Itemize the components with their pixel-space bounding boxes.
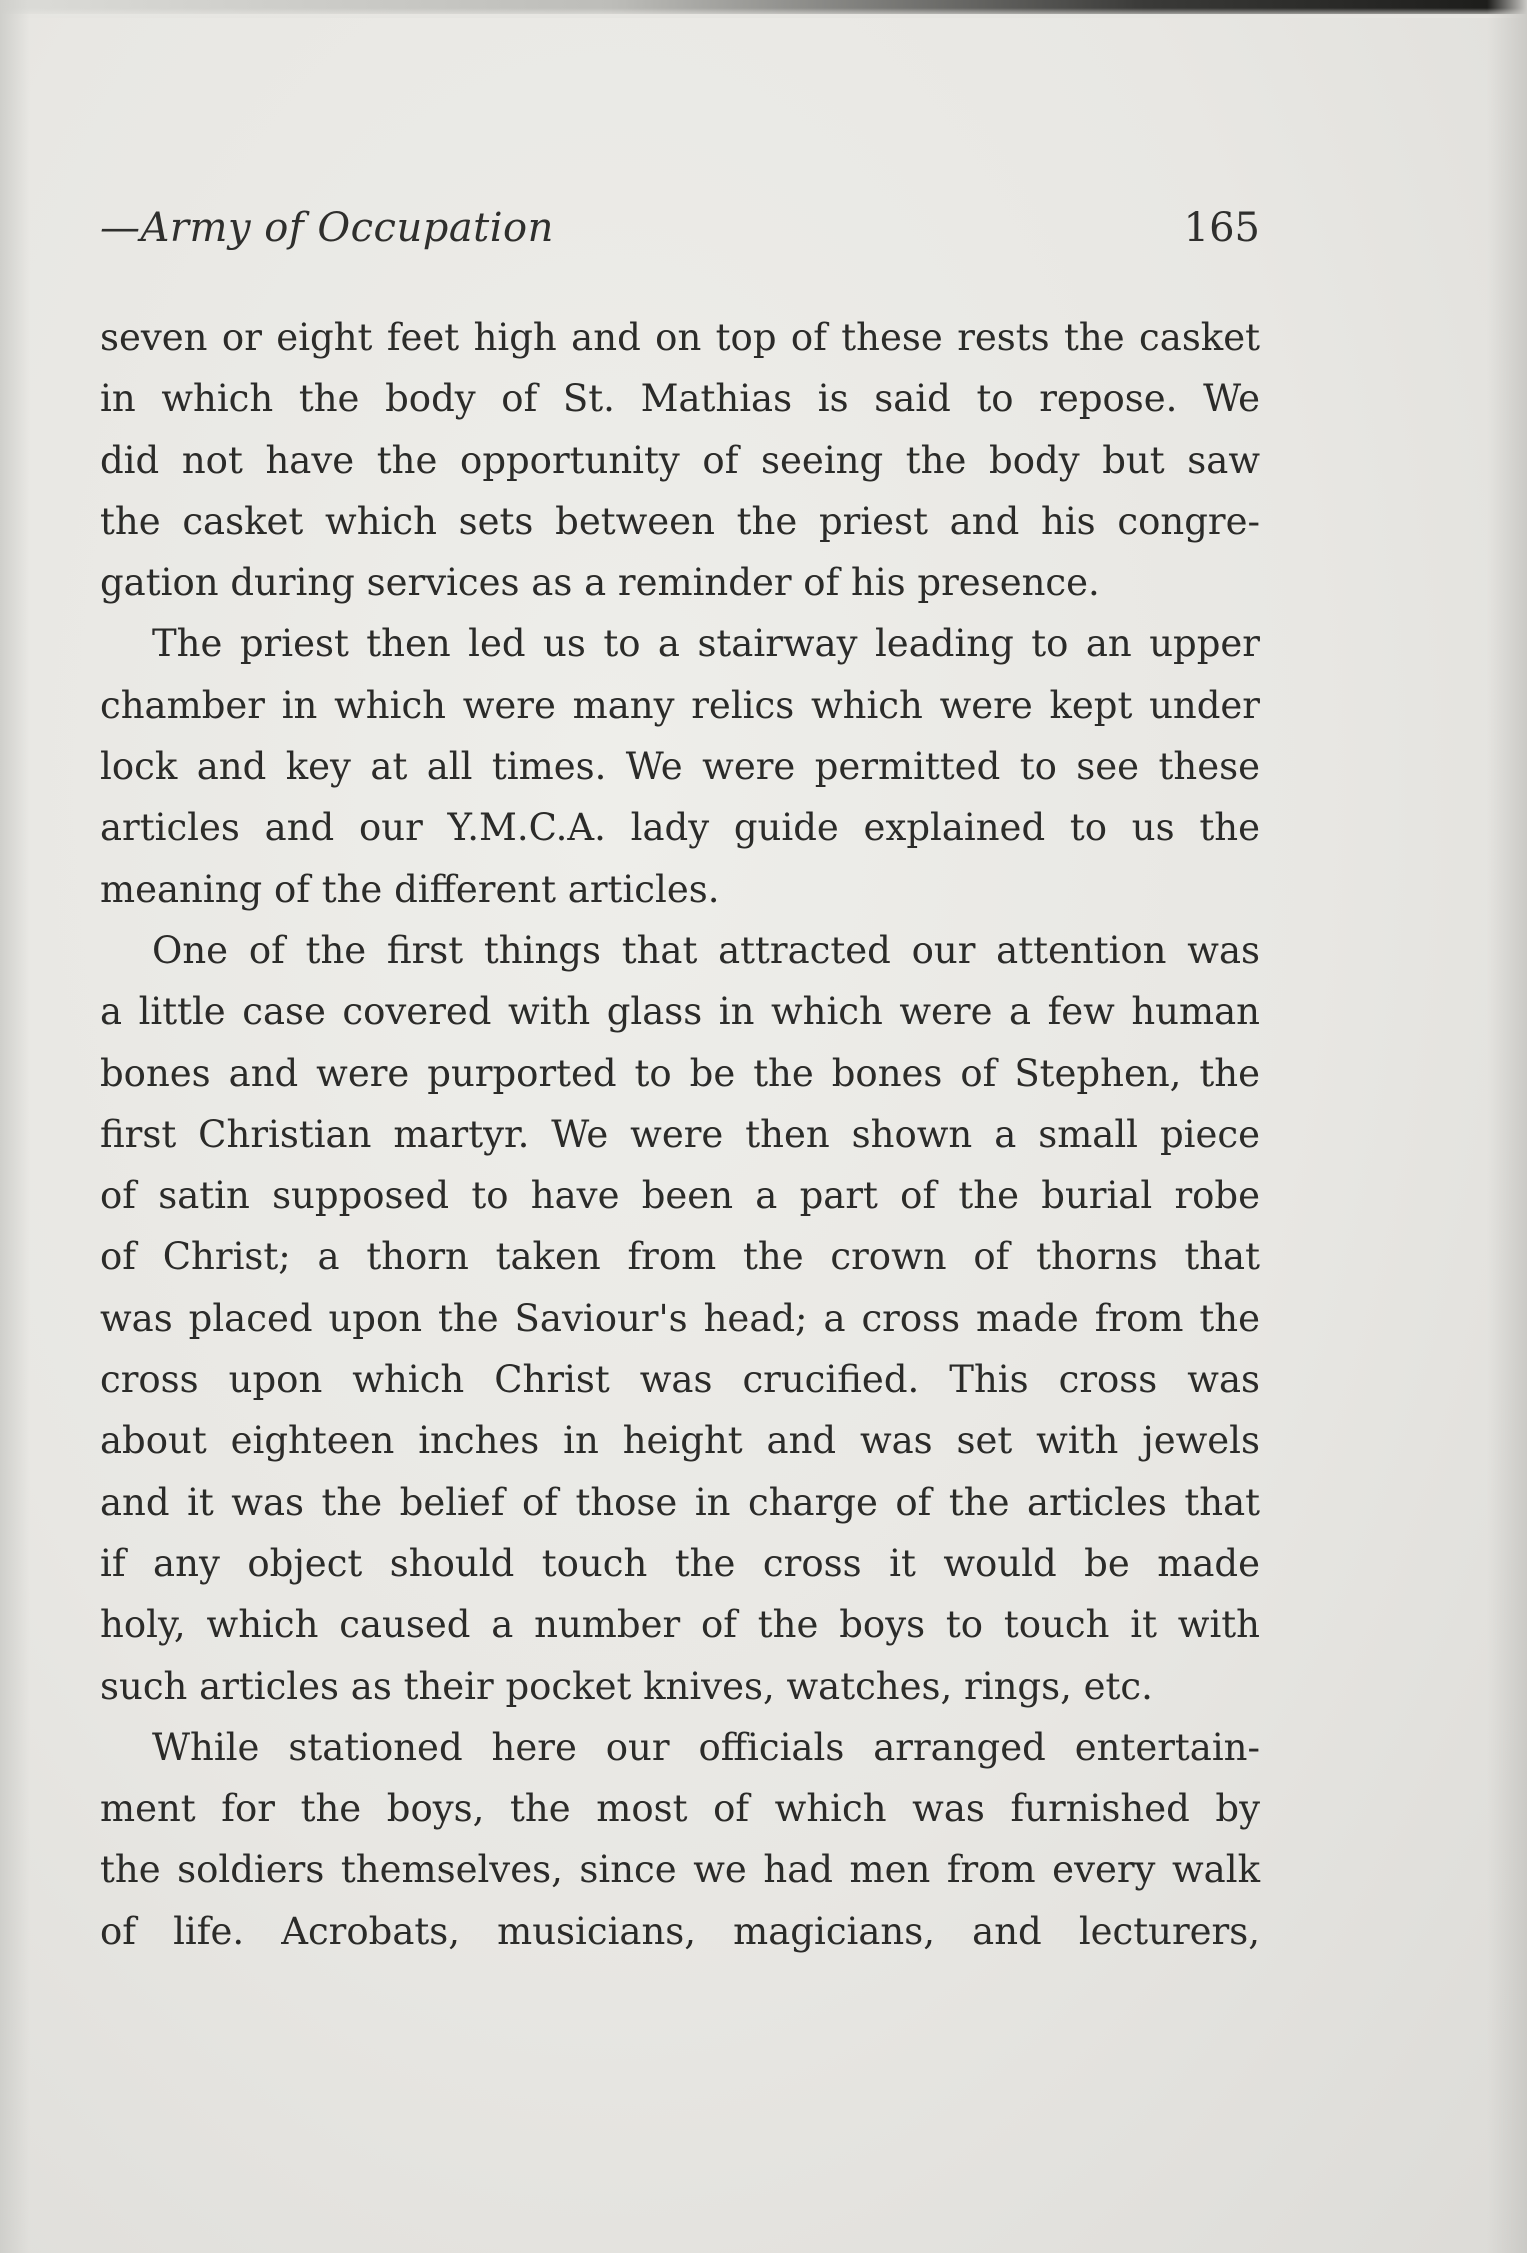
text-line: such articles as their pocket knives, watches, rings, etc. bbox=[100, 1664, 1153, 1708]
text-line: meaning of the different articles. bbox=[100, 867, 720, 911]
text-line: of Christ; a thorn taken from the crown of thorns that bbox=[100, 1235, 1260, 1279]
page-number: 165 bbox=[1183, 205, 1260, 251]
text-line: in which the body of St. Mathias is said to repose. We bbox=[100, 377, 1260, 421]
text-line: The priest then led us to a stairway leading to an upper bbox=[152, 622, 1260, 666]
text-line: if any object should touch the cross it would be made bbox=[100, 1541, 1260, 1585]
text-line: articles and our Y.M.C.A. lady guide explained to us the bbox=[100, 806, 1260, 850]
text-line: of satin supposed to have been a part of the burial robe bbox=[100, 1174, 1260, 1218]
text-line: gation during services as a reminder of his presence. bbox=[100, 561, 1100, 605]
text-line: bones and were purported to be the bones of Stephen, the bbox=[100, 1051, 1260, 1095]
text-line: about eighteen inches in height and was set with jewels bbox=[100, 1419, 1260, 1463]
page-left-shadow bbox=[0, 0, 30, 2253]
text-line: While stationed here our officials arranged entertain- bbox=[152, 1725, 1260, 1769]
text-line: a little case covered with glass in which were a few human bbox=[100, 990, 1260, 1034]
text-line: cross upon which Christ was crucified. This cross was bbox=[100, 1358, 1260, 1402]
text-line: the casket which sets between the priest and his congre- bbox=[100, 499, 1260, 543]
text-line: first Christian martyr. We were then shown a small piece bbox=[100, 1112, 1260, 1156]
page-right-shadow bbox=[1487, 0, 1527, 2253]
text-line: the soldiers themselves, since we had men from every walk bbox=[100, 1848, 1260, 1892]
text-line: of life. Acrobats, musicians, magicians, and lecturers, bbox=[100, 1909, 1260, 1953]
running-head: —Army of Occupation bbox=[100, 205, 554, 251]
text-line: ment for the boys, the most of which was furnished by bbox=[100, 1787, 1260, 1831]
text-line: chamber in which were many relics which were kept under bbox=[100, 683, 1260, 727]
text-line: and it was the belief of those in charge of the articles that bbox=[100, 1480, 1260, 1524]
body-text bbox=[100, 307, 1260, 1962]
page-top-edge-fade bbox=[0, 8, 1527, 18]
text-line: seven or eight feet high and on top of these rests the casket bbox=[100, 316, 1260, 359]
page-header bbox=[100, 205, 1260, 265]
text-line: did not have the opportunity of seeing the body but saw bbox=[100, 438, 1260, 482]
text-line: was placed upon the Saviour's head; a cross made from the bbox=[100, 1296, 1260, 1340]
text-line: holy, which caused a number of the boys to touch it with bbox=[100, 1603, 1260, 1647]
text-line: lock and key at all times. We were permitted to see these bbox=[100, 745, 1260, 789]
text-line: One of the first things that attracted our attention was bbox=[152, 928, 1260, 972]
